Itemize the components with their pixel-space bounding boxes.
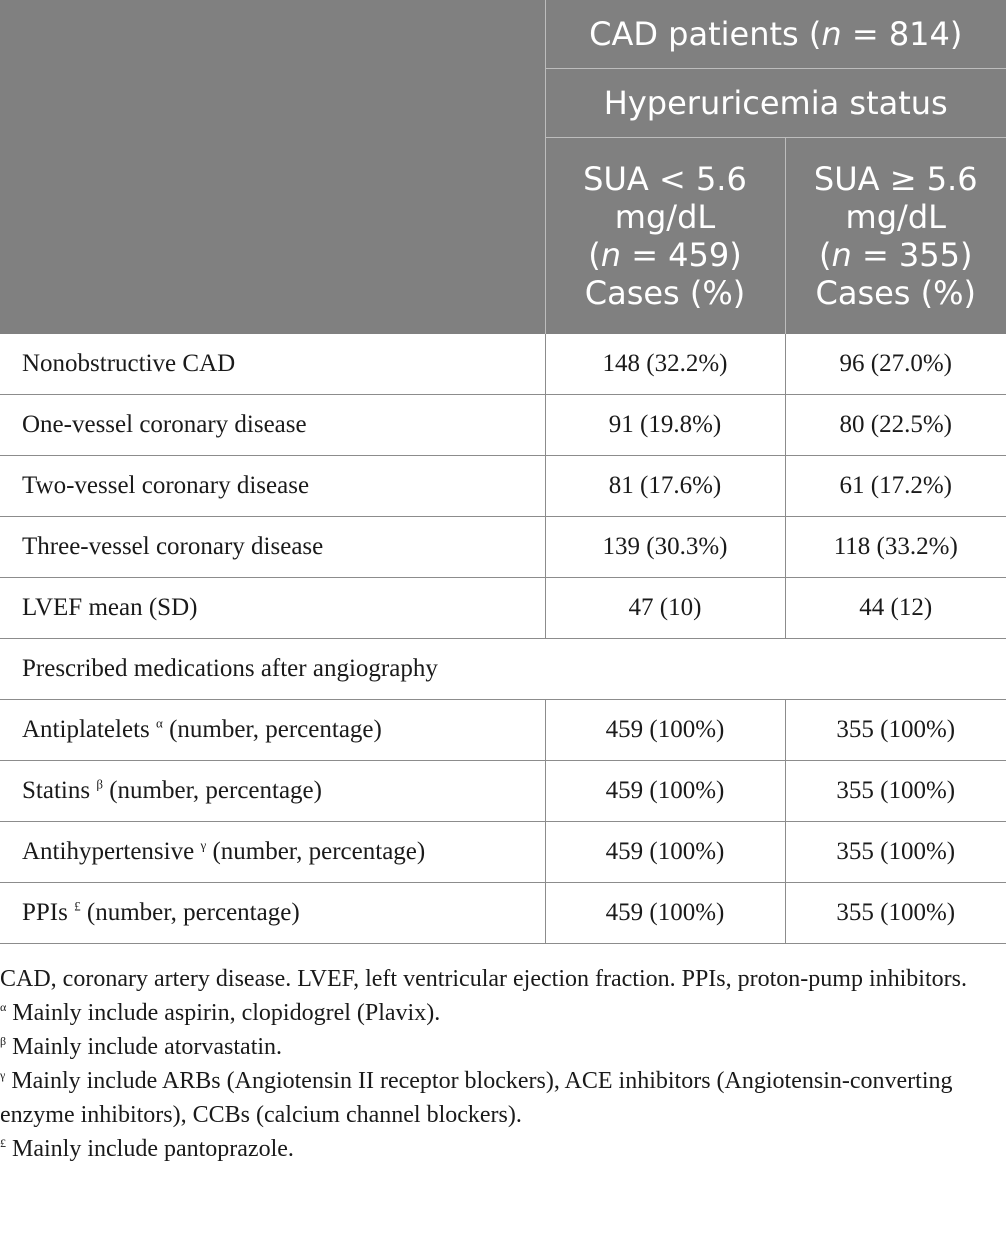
row-value-high-sua: 355 (100%) — [785, 822, 1006, 883]
row-label: Statins $^\beta$ (number, percentage) — [0, 761, 545, 822]
table-row — [0, 456, 1006, 517]
table-row — [0, 334, 1006, 395]
header-col-high-line1: SUA ≥ 5.6 — [813, 160, 978, 198]
row-value-low-sua: 139 (30.3%) — [545, 517, 785, 578]
row-value-high-sua: 80 (22.5%) — [785, 395, 1006, 456]
header-group: CAD patients (n = 814) — [545, 0, 1006, 69]
row-value-high-sua: 61 (17.2%) — [785, 456, 1006, 517]
footnote-item: $^\gamma$ Mainly include ARBs (Angiotensin II receptor blockers), ACE inhibitors (Angiotensin-converting enzyme inhibitors), CCBs (calcium channel blockers). — [0, 1068, 953, 1128]
table-row — [0, 822, 1006, 883]
row-value-low-sua: 459 (100%) — [545, 761, 785, 822]
row-value-low-sua: 459 (100%) — [545, 700, 785, 761]
row-value-low-sua: 459 (100%) — [545, 883, 785, 944]
row-value-low-sua: 91 (19.8%) — [545, 395, 785, 456]
table-row — [0, 883, 1006, 944]
table-row — [0, 700, 1006, 761]
row-value-high-sua: 355 (100%) — [785, 883, 1006, 944]
header-col-low-line2: mg/dL — [614, 198, 716, 236]
table-row — [0, 517, 1006, 578]
row-value-high-sua: 44 (12) — [785, 578, 1006, 639]
row-value-high-sua: 355 (100%) — [785, 761, 1006, 822]
table-row — [0, 761, 1006, 822]
table-row — [0, 395, 1006, 456]
row-label: LVEF mean (SD) — [0, 578, 545, 639]
footnote-item: £ Mainly include pantoprazole. — [0, 1136, 294, 1162]
header-col-high-sua — [785, 138, 1006, 335]
header-col-high-line4: Cases (%) — [815, 274, 977, 312]
row-label: Two-vessel coronary disease — [0, 456, 545, 517]
header-col-low-line4: Cases (%) — [584, 274, 746, 312]
row-label: Three-vessel coronary disease — [0, 517, 545, 578]
row-label: Nonobstructive CAD — [0, 334, 545, 395]
header-subgroup: Hyperuricemia status — [545, 69, 1006, 138]
header-col-low-n: (n = 459) — [588, 236, 742, 274]
header-col-low-sua — [545, 138, 785, 335]
header-col-low-line1: SUA < 5.6 — [583, 160, 747, 198]
header-corner-cell — [0, 0, 545, 334]
row-label: One-vessel coronary disease — [0, 395, 545, 456]
row-value-low-sua: 81 (17.6%) — [545, 456, 785, 517]
section-label: Prescribed medications after angiography — [0, 639, 1006, 700]
footnote-item: $^\alpha$ Mainly include aspirin, clopidogrel (Plavix). — [0, 1000, 441, 1026]
section-row — [0, 639, 1006, 700]
row-value-high-sua: 96 (27.0%) — [785, 334, 1006, 395]
footnote-item: $^\beta$ Mainly include atorvastatin. — [0, 1034, 283, 1060]
header-col-high-n: (n = 355) — [819, 236, 973, 274]
table-footnotes — [0, 962, 1000, 1166]
footnote-abbreviations: CAD, coronary artery disease. LVEF, left ventricular ejection fraction. PPIs, proton-pump inhibitors. — [0, 966, 967, 992]
row-value-high-sua: 355 (100%) — [785, 700, 1006, 761]
row-label: Antihypertensive $^\gamma$ (number, percentage) — [0, 822, 545, 883]
row-value-low-sua: 459 (100%) — [545, 822, 785, 883]
row-value-high-sua: 118 (33.2%) — [785, 517, 1006, 578]
row-label: PPIs £ (number, percentage) — [0, 883, 545, 944]
row-value-low-sua: 148 (32.2%) — [545, 334, 785, 395]
row-value-low-sua: 47 (10) — [545, 578, 785, 639]
header-col-high-line2: mg/dL — [845, 198, 946, 236]
row-label: Antiplatelets $^\alpha$ (number, percentage) — [0, 700, 545, 761]
table-row — [0, 578, 1006, 639]
